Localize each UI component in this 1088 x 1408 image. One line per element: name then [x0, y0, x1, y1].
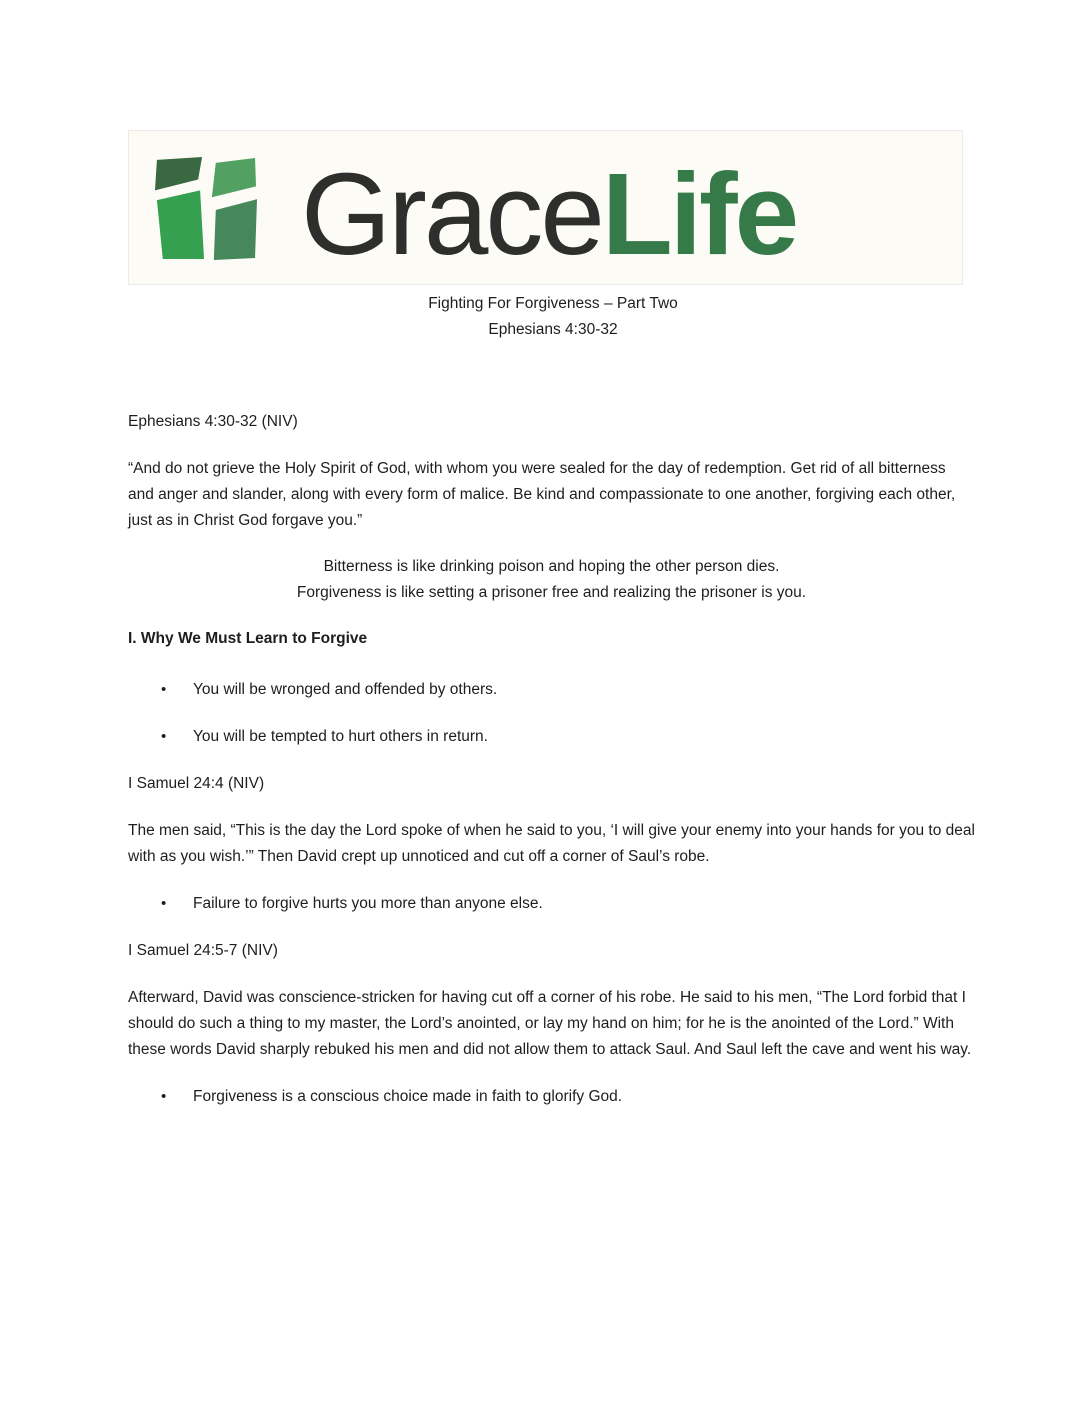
scripture-paragraph: “And do not grieve the Holy Spirit of God, with whom you were sealed for the day of redemption. Get rid of all bitterness and anger and slander, along with every form of malice. Be kind and compassionate to one another, forgiving each other, just as in Christ God forgave you.” — [128, 460, 956, 529]
list-item-text: You will be tempted to hurt others in return. — [193, 728, 488, 745]
bullet-icon: • — [161, 728, 167, 745]
logo-quadrant-bottom-right — [214, 199, 257, 260]
logo-banner — [128, 130, 963, 285]
logo-wordmark-life: Life — [601, 148, 797, 279]
logo-wordmark-grace: Grace — [301, 148, 602, 279]
logo-quadrant-bottom-left — [157, 190, 204, 259]
scripture-reference: I Samuel 24:4 (NIV) — [128, 775, 265, 792]
list-item — [128, 677, 975, 703]
logo-quadrant-top-right — [212, 157, 256, 196]
section-heading: I. Why We Must Learn to Forgive — [128, 630, 368, 647]
list-item — [128, 1084, 975, 1110]
scripture-paragraph: The men said, “This is the day the Lord spoke of when he said to you, ‘I will give your enemy into your hands for you to deal with as you wish.’” Then David crept up unnoticed and cut off a corner of Saul’s robe. — [128, 822, 975, 865]
bullet-icon: • — [161, 681, 167, 698]
list-item-text: Failure to forgive hurts you more than anyone else. — [193, 895, 543, 912]
list-item — [128, 724, 975, 750]
document-title — [128, 291, 978, 343]
logo-quadrant-top-left — [155, 156, 202, 189]
bullet-icon: • — [161, 895, 167, 912]
epigraph-line-1: Bitterness is like drinking poison and hoping the other person dies. — [323, 558, 780, 575]
logo-wordmark — [301, 148, 797, 279]
scripture-reference: I Samuel 24:5-7 (NIV) — [128, 942, 278, 959]
gracelife-logo-icon — [153, 156, 257, 260]
list-item-text: You will be wronged and offended by others. — [193, 681, 498, 698]
title-line-1: Fighting For Forgiveness – Part Two — [428, 295, 678, 312]
scripture-reference: Ephesians 4:30-32 (NIV) — [128, 413, 298, 430]
bullet-icon: • — [161, 1088, 167, 1105]
list-item-text: Forgiveness is a conscious choice made in faith to glorify God. — [193, 1088, 623, 1105]
list-item — [128, 891, 975, 917]
scripture-paragraph: Afterward, David was conscience-stricken for having cut off a corner of his robe. He said to his men, “The Lord forbid that I should do such a thing to my master, the Lord’s anointed, or lay my hand on him; for he is the anointed of the Lord.” With these words David sharply rebuked his men and did not allow them to attack Saul. And Saul left the cave and went his way. — [128, 989, 972, 1058]
epigraph-line-2: Forgiveness is like setting a prisoner free and realizing the prisoner is you. — [296, 584, 807, 601]
epigraph-quote — [128, 554, 975, 606]
title-line-2: Ephesians 4:30-32 — [488, 321, 618, 338]
